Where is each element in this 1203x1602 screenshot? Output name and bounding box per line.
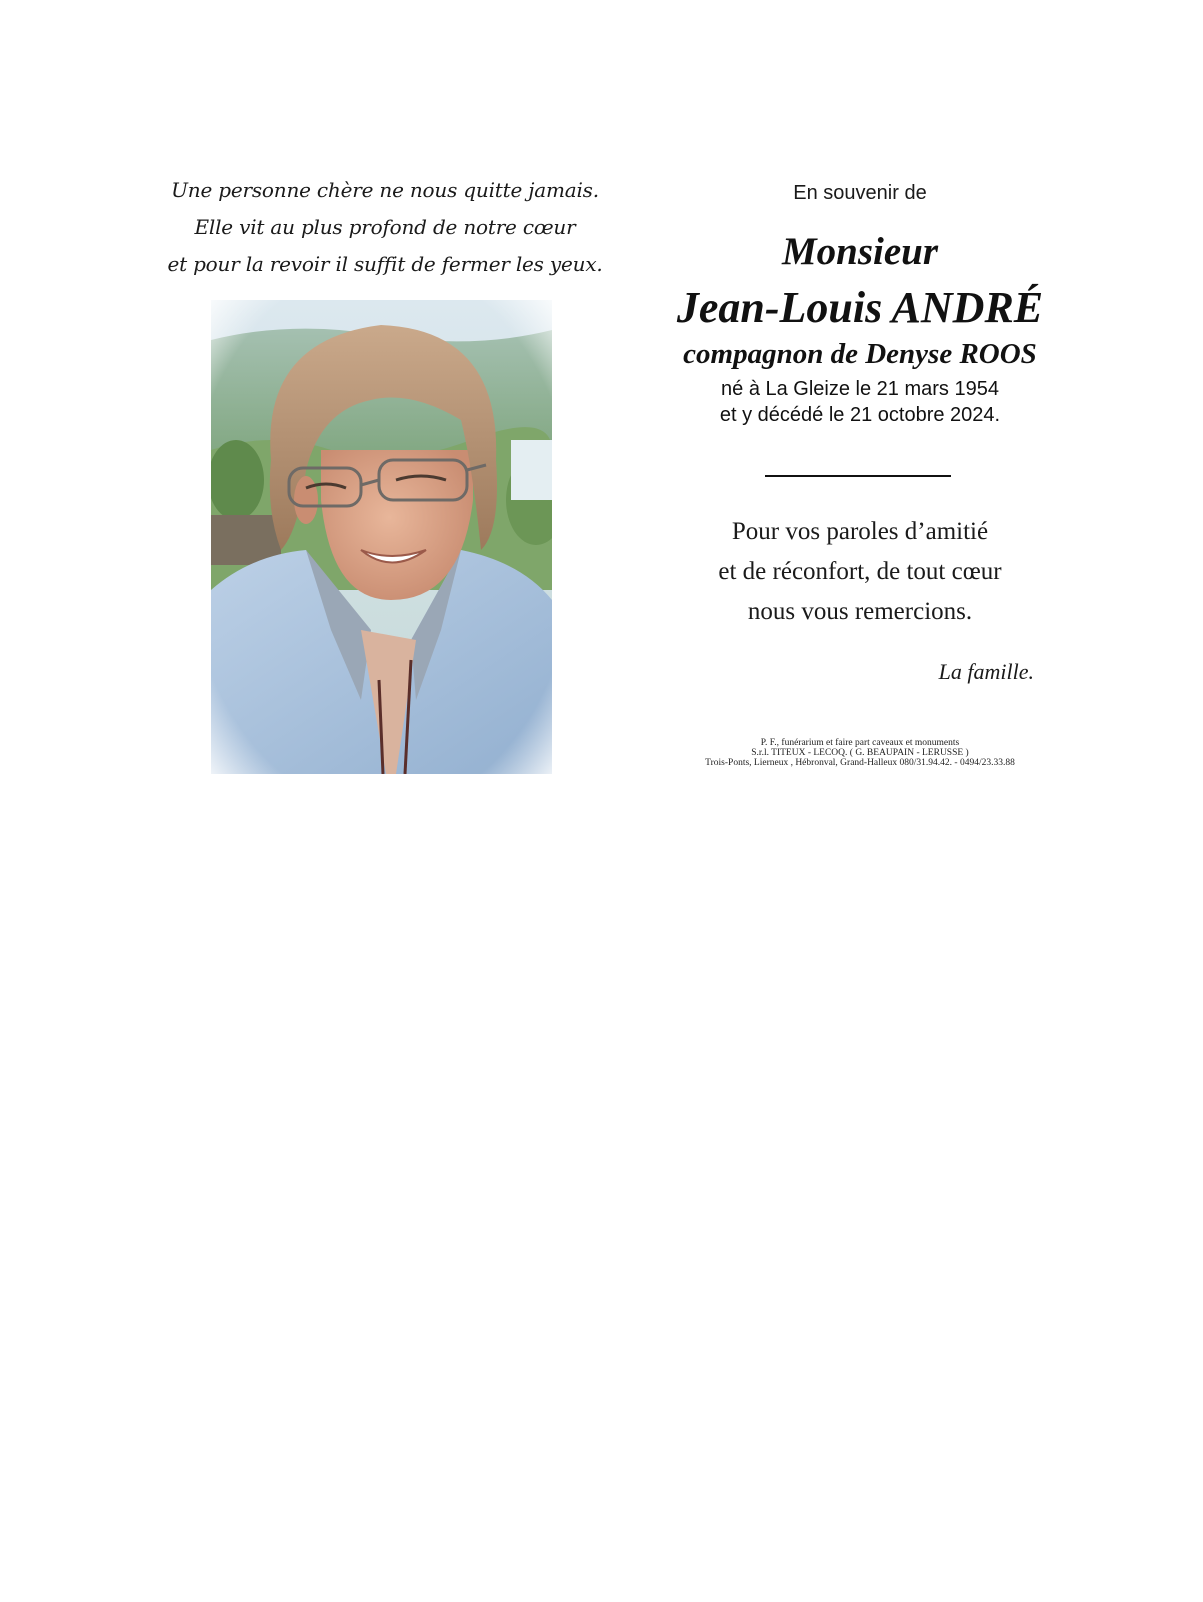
- memorial-quote: [160, 172, 610, 283]
- deceased-name: Jean-Louis ANDRÉ: [676, 283, 1044, 332]
- thanks-line-3: nous vous remercions.: [747, 598, 973, 625]
- in-memory-label: En souvenir de: [793, 182, 927, 204]
- thanks-line-2: et de réconfort, de tout cœur: [718, 558, 1002, 585]
- footer-line-2: S.r.l. TITEUX - LECOQ. ( G. BEAUPAIN - LERUSSE ): [751, 748, 969, 758]
- thanks-line-1: Pour vos paroles d’amitié: [731, 518, 989, 545]
- funeral-home-footer: [640, 738, 1080, 768]
- portrait-photo: [211, 300, 552, 774]
- portrait-illustration: [211, 300, 552, 774]
- family-signature: La famille.: [938, 659, 1034, 684]
- death-line: et y décédé le 21 octobre 2024.: [719, 404, 1001, 426]
- life-dates: [640, 376, 1080, 428]
- footer-line-3: Trois-Ponts, Lierneux , Hébronval, Grand-Halleux 080/31.94.42. - 0494/23.33.88: [705, 758, 1015, 768]
- companion-line: compagnon de Denyse ROOS: [683, 338, 1037, 370]
- quote-line-2: Elle vit au plus profond de notre cœur: [194, 215, 576, 239]
- honorific-title: Monsieur: [781, 230, 939, 273]
- divider-line: [765, 475, 951, 477]
- footer-line-1: P. F., funérarium et faire part caveaux et monuments: [760, 738, 960, 748]
- thanks-message: [640, 512, 1080, 632]
- quote-line-1: Une personne chère ne nous quitte jamais.: [171, 178, 599, 202]
- quote-line-3: et pour la revoir il suffit de fermer les yeux.: [167, 252, 603, 276]
- birth-line: né à La Gleize le 21 mars 1954: [721, 378, 999, 400]
